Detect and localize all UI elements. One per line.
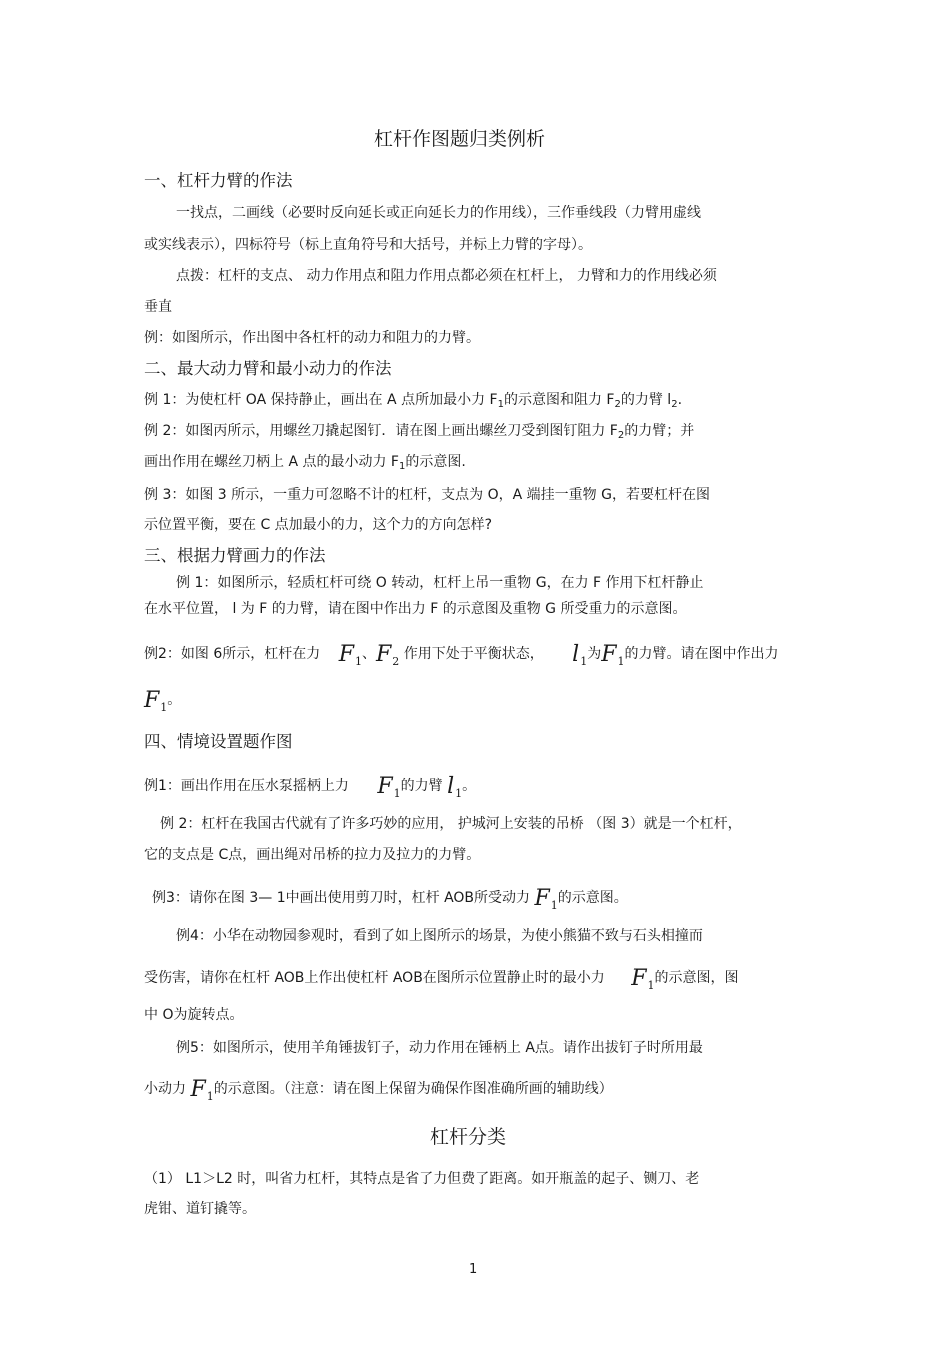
sec1-example: 例：如图所示，作出图中各杠杆的动力和阻力的力臂。	[144, 330, 480, 346]
sec3-example-1-line-1: 例 1：如图所示，轻质杠杆可绕 O 转动，杠杆上吊一重物 G，在力 F 作用下杠杆静止	[176, 575, 704, 591]
sec2-example-3-line-2: 示位置平衡，要在 C 点加最小的力，这个力的方向怎样?	[144, 517, 493, 533]
sec3-example-2-line-1: 例2：如图 6所示，杠杆在力 $F_1$、$F_2$ 作用下处于平衡状态， $l_1$为$F_1$的力臂。请在图中作出力	[144, 644, 778, 673]
sec4-example-5-line-1: 例5：如图所示，使用羊角锤拔钉子，动力作用在锤柄上 A点。请作出拔钉子时所用最	[176, 1040, 703, 1056]
sec4-example-2-line-2: 它的支点是 C点，画出绳对吊桥的拉力及拉力的力臂。	[144, 847, 481, 863]
f1-symbol: $F_1$	[338, 642, 362, 668]
l1-symbol: $l_1$	[447, 774, 463, 800]
sec3-example-2-line-2: $F_1$。	[144, 690, 181, 719]
sec4-example-4-line-3: 中 O为旋转点。	[144, 1007, 244, 1023]
section-3-heading: 三、根据力臂画力的作法	[144, 546, 326, 565]
sec1-paragraph-line-1: 一找点，二画线（必要时反向延长或正向延长力的作用线），三作垂线段（力臂用虚线	[176, 205, 701, 221]
page-title: 杠杆作图题归类例析	[374, 128, 546, 150]
sec4-example-4-line-1: 例4：小华在动物园参观时，看到了如上图所示的场景，为使小熊猫不致与石头相撞而	[176, 928, 703, 944]
section-1-heading: 一、杠杆力臂的作法	[144, 171, 293, 190]
section-2-heading: 二、最大动力臂和最小动力的作法	[144, 359, 392, 378]
l1-symbol: $l_1$	[572, 642, 588, 668]
sec4-example-5-line-2: 小动力 $F_1$的示意图。（注意：请在图上保留为确保作图准确所画的辅助线）	[144, 1079, 613, 1108]
f1-symbol: $F_1$	[190, 1077, 214, 1103]
sec2-example-2-line-1: 例 2：如图丙所示，用螺丝刀撬起图钉．请在图上画出螺丝刀受到图钉阻力 $F_2$的力臂；并	[144, 423, 695, 441]
page-number: 1	[469, 1262, 478, 1277]
sec3-example-1-line-2: 在水平位置， l 为 F 的力臂，请在图中作出力 F 的示意图及重物 G 所受重力的示意图。	[144, 601, 687, 617]
f2-symbol: $F_2$	[375, 642, 400, 668]
sec4-example-4-line-2: 受伤害，请你在杠杆 AOB上作出使杠杆 AOB在图所示位置静止时的最小力 $F_1$的示意图，图	[144, 968, 739, 997]
sec4-example-2-line-1: 例 2：杠杆在我国古代就有了许多巧妙的应用， 护城河上安装的吊桥 （图 3）就是一个杠杆，	[160, 816, 742, 832]
sec5-paragraph-line-1: （1） L1＞L2 时，叫省力杠杆，其特点是省了力但费了距离。如开瓶盖的起子、铡刀、老	[144, 1171, 700, 1187]
sec2-example-2-line-2: 画出作用在螺丝刀柄上 A 点的最小动力 $F_1$的示意图.	[144, 454, 466, 472]
sec5-paragraph-line-2: 虎钳、道钉撬等。	[144, 1201, 256, 1217]
sec4-example-1: 例1：画出作用在压水泵摇柄上力 $F_1$的力臂 $l_1$。	[144, 776, 476, 805]
sec1-tip-line-1: 点拨：杠杆的支点、 动力作用点和阻力作用点都必须在杠杆上， 力臂和力的作用线必须	[176, 268, 717, 284]
f1-symbol: $F_1$	[144, 688, 168, 714]
f1-symbol: $F_1$	[377, 774, 401, 800]
sec1-tip-line-2: 垂直	[144, 299, 172, 315]
f1-symbol: $F_1$	[601, 642, 625, 668]
section-4-heading: 四、情境设置题作图	[144, 732, 293, 751]
sec2-example-1: 例 1：为使杠杆 OA 保持静止，画出在 A 点所加最小力 $F_1$的示意图和阻力 $F_2$的力臂 $l_2$.	[144, 392, 683, 410]
section-5-heading: 杠杆分类	[430, 1126, 507, 1148]
f1-symbol: $F_1$	[631, 966, 655, 992]
sec4-example-3: 例3：请你在图 3— 1中画出使用剪刀时，杠杆 AOB所受动力 $F_1$的示意图。	[152, 888, 628, 917]
sec2-example-3-line-1: 例 3：如图 3 所示，一重力可忽略不计的杠杆，支点为 O，A 端挂一重物 G，若要杠杆在图	[144, 487, 710, 503]
f1-symbol: $F_1$	[534, 886, 558, 912]
sec1-paragraph-line-2: 或实线表示），四标符号（标上直角符号和大括号，并标上力臂的字母）。	[144, 237, 592, 253]
